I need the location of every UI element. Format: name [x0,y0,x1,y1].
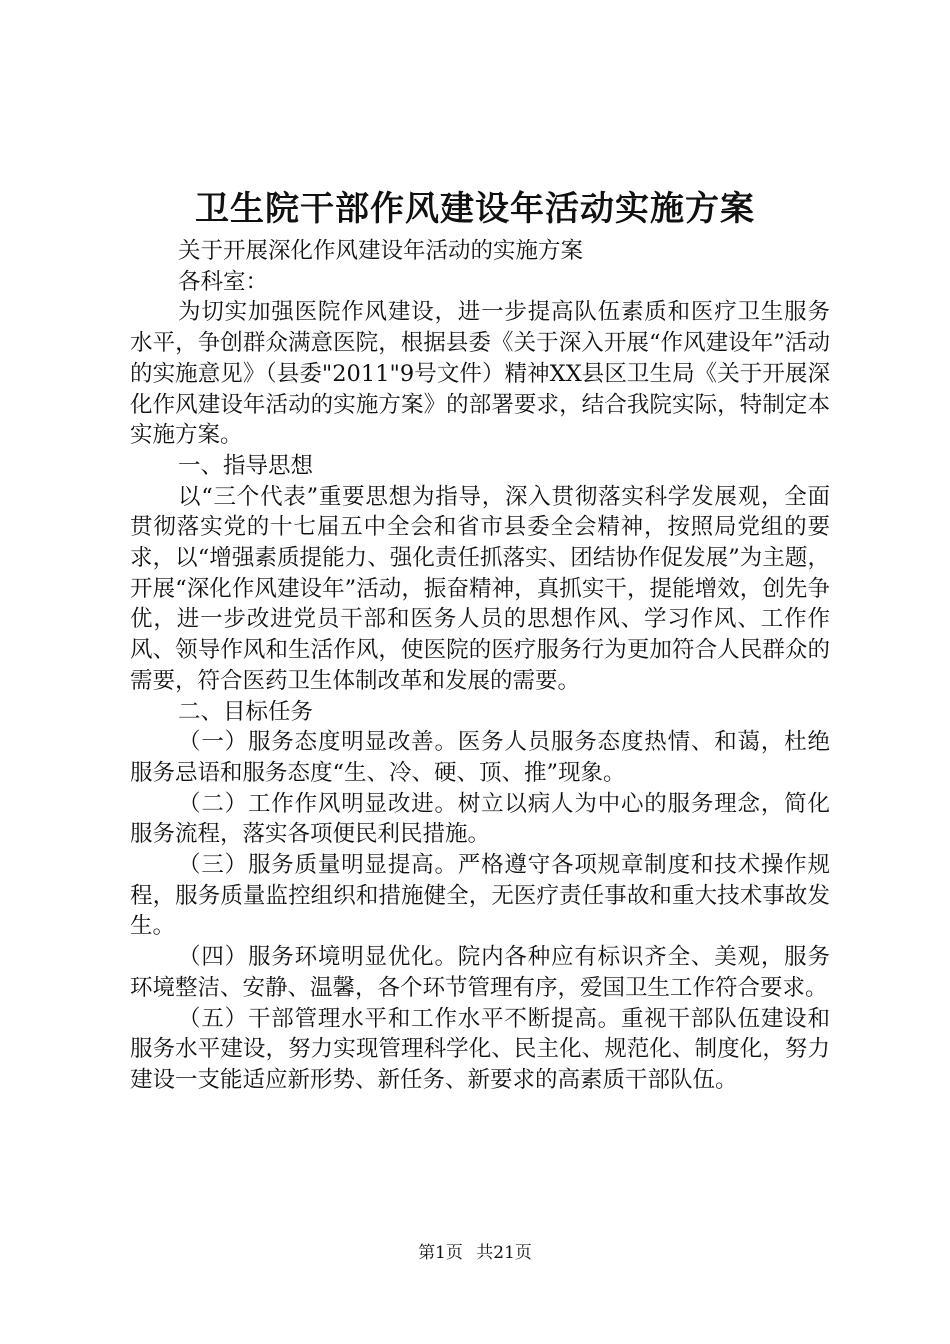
objective-item-2: （二）工作作风明显改进。树立以病人为中心的服务理念，简化服务流程，落实各项便民利民措施。 [130,790,830,848]
subtitle-paragraph: 关于开展深化作风建设年活动的实施方案 [178,238,584,264]
section-heading-objectives: 二、目标任务 [178,698,314,725]
page-number: 第1页 [418,1243,463,1263]
page-footer [0,1241,950,1265]
total-pages: 共21页 [476,1243,532,1263]
objective-item-5: （五）干部管理水平和工作水平不断提高。重视干部队伍建设和服务水平建设，努力实现管理科学化、民主化、规范化、制度化，努力建设一支能适应新形势、新任务、新要求的高素质干部队伍。 [130,1005,830,1093]
section-heading-guiding-ideology: 一、指导思想 [178,452,314,479]
document-body [130,236,830,1096]
intro-paragraph: 为切实加强医院作风建设，进一步提高队伍素质和医疗卫生服务水平，争创群众满意医院，根据县委《关于深入开展“作风建设年”活动的实施意见》（县委"2011"9号文件）精神XX县区卫生局《关于开展深化作风建设年活动的实施方案》的部署要求，结合我院实际，特制定本实施方案。 [130,299,830,449]
document-title: 卫生院干部作风建设年活动实施方案 [195,189,755,229]
objective-item-4: （四）服务环境明显优化。院内各种应有标识齐全、美观，服务环境整洁、安静、温馨，各个环节管理有序，爱国卫生工作符合要求。 [130,944,830,1001]
objective-item-1: （一）服务态度明显改善。医务人员服务态度热情、和蔼，杜绝服务忌语和服务态度“生、冷、硬、顶、推”现象。 [130,729,830,786]
objective-item-3: （三）服务质量明显提高。严格遵守各项规章制度和技术操作规程，服务质量监控组织和措施健全，无医疗责任事故和重大技术事故发生。 [130,852,830,940]
salutation-paragraph: 各科室： [178,268,269,295]
guiding-ideology-paragraph: 以“三个代表”重要思想为指导，深入贯彻落实科学发展观，全面贯彻落实党的十七届五中全会和省市县委全会精神，按照局党组的要求，以“增强素质提能力、强化责任抓落实、团结协作促发展”为主题，开展“深化作风建设年”活动，振奋精神，真抓实干，提能增效，创先争优，进一步改进党员干部和医务人员的思想作风、学习作风、工作作风、领导作风和生活作风，使医院的医疗服务行为更加符合人民群众的需要，符合医药卫生体制改革和发展的需要。 [130,483,830,694]
